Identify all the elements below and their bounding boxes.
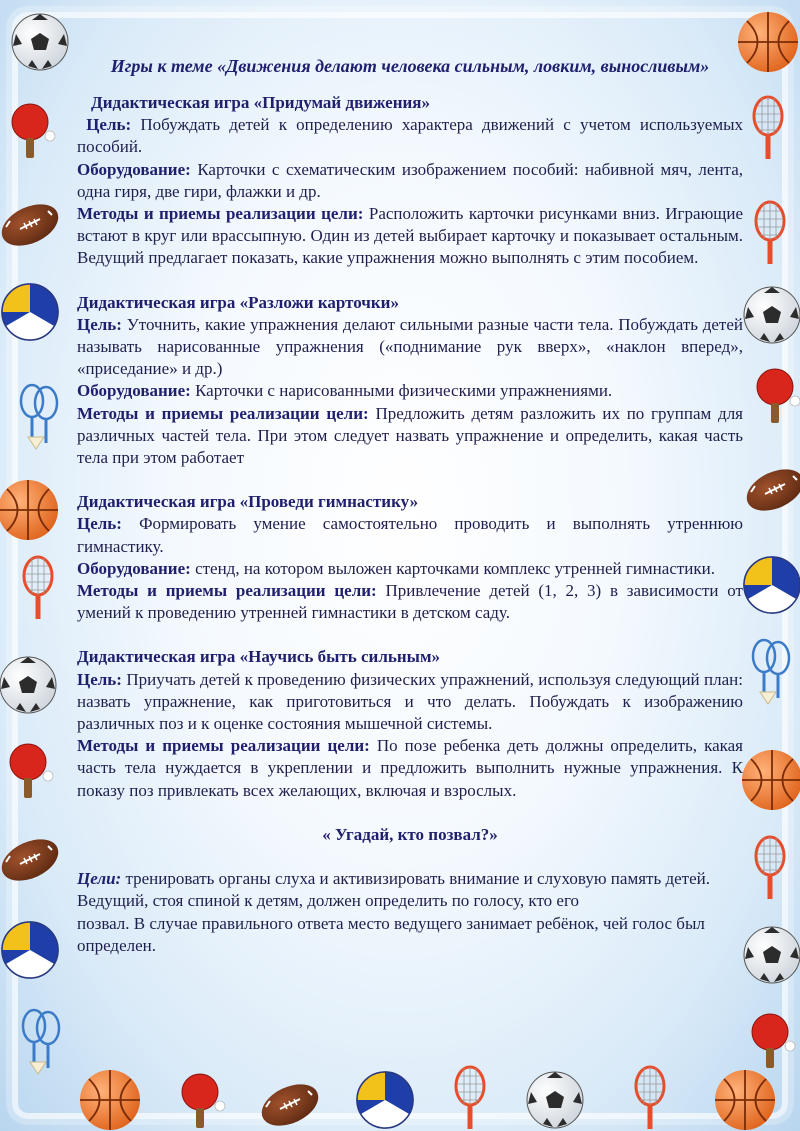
- tennis-racket-icon: [636, 1067, 664, 1129]
- tennis-racket-icon: [756, 202, 784, 264]
- american-football-icon: [0, 831, 65, 889]
- equipment-label: Оборудование:: [77, 159, 191, 179]
- basketball-icon: [742, 750, 800, 810]
- game-methods: [77, 203, 743, 270]
- soccer-ball-icon: [527, 1072, 583, 1128]
- guess-line-1: Ведущий, стоя спиной к детям, должен определить по голосу, кто его: [77, 891, 579, 911]
- basketball-icon: [0, 480, 58, 540]
- tennis-racket-icon: [756, 837, 784, 899]
- goal-text: Формировать умение самостоятельно проводить и выполнять утреннюю гимнастику.: [77, 514, 744, 556]
- methods-text: Привлечение детей (1, 2, 3) в зависимости от умений к проведению утренней гимнастики в детском саду.: [77, 581, 743, 623]
- soccer-ball-icon: [744, 927, 800, 983]
- guess-game-section: [77, 868, 743, 957]
- equipment-text: Карточки с нарисованными физическими упражнениями.: [195, 381, 613, 401]
- volleyball-icon: [2, 284, 58, 340]
- game-section-1: [77, 92, 743, 270]
- guess-game-title: « Угадай, кто позвал?»: [322, 824, 498, 844]
- methods-text: Предложить детям разложить их по группам для различных частей тела. При этом следует назвать упражнение и определить, какая часть тела при этом работает: [77, 403, 744, 468]
- tennis-racket-icon: [456, 1067, 484, 1129]
- basketball-icon: [715, 1070, 775, 1130]
- volleyball-icon: [2, 922, 58, 978]
- game-equipment: [77, 159, 743, 203]
- ping-pong-paddle-icon: [752, 1014, 795, 1068]
- tennis-racket-icon: [754, 97, 782, 159]
- goals-text: тренировать органы слуха и активизировать внимание и слуховую память детей.: [125, 869, 710, 889]
- guess-line-2: позвал. В случае правильного ответа место ведущего занимает ребёнок, чей голос был определен.: [77, 913, 705, 955]
- goal-text: Приучать детей к проведению физических упражнений, используя следующий план: назвать упражнение, как приготовиться и что делать. Побуждать к изображению различных поз и к оценке состояния мышечной системы.: [77, 669, 743, 734]
- ping-pong-paddle-icon: [10, 744, 53, 798]
- document-title: Игры к теме «Движения делают человека сильным, ловким, выносливым»: [110, 56, 710, 76]
- ping-pong-paddle-icon: [12, 104, 55, 158]
- equipment-label: Оборудование:: [77, 558, 191, 578]
- soccer-ball-icon: [744, 287, 800, 343]
- goal-label: Цель:: [86, 115, 132, 135]
- volleyball-icon: [357, 1072, 413, 1128]
- game-section-4: [77, 646, 743, 801]
- equipment-label: Оборудование:: [77, 381, 191, 401]
- game-title: Дидактическая игра «Разложи карточки»: [77, 292, 399, 312]
- game-methods: [77, 403, 743, 470]
- methods-label: Методы и приемы реализации цели:: [77, 403, 369, 423]
- goal-text: Уточнить, какие упражнения делают сильными разные части тела. Побуждать детей называть нарисованные упражнения («поднимание рук вверх», «наклон вперед», «приседание» и др.): [77, 314, 744, 379]
- badminton-racket-icon: [753, 640, 789, 704]
- goal-label: Цель:: [77, 514, 122, 534]
- american-football-icon: [740, 461, 800, 519]
- game-goal: [77, 314, 743, 381]
- game-goal: [77, 669, 743, 736]
- game-methods: [77, 580, 743, 624]
- game-section-2: [77, 292, 743, 470]
- badminton-racket-icon: [23, 1010, 59, 1074]
- goals-label: Цели:: [77, 869, 122, 889]
- goal-label: Цель:: [77, 314, 122, 334]
- soccer-ball-icon: [0, 657, 56, 713]
- methods-label: Методы и приемы реализации цели:: [77, 204, 364, 224]
- badminton-racket-icon: [21, 385, 57, 449]
- game-title: Дидактическая игра «Придумай движения»: [91, 93, 430, 112]
- soccer-ball-icon: [12, 14, 68, 70]
- methods-text: Расположить карточки рисунками вниз. Играющие встают в круг или врассыпную. Один из детей выбирает карточку и показывает остальным. Ведущий предлагает показать, какие упражнения можно выполнять с этим пособием.: [77, 204, 744, 268]
- equipment-text: стенд, на котором выложен карточками комплекс утренней гимнастики.: [195, 558, 716, 578]
- ping-pong-paddle-icon: [757, 369, 800, 423]
- game-section-3: [77, 491, 743, 624]
- equipment-text: Карточки с схематическим изображением пособий: набивной мяч, лента, одна гиря, две гири, флажки и др.: [77, 159, 743, 201]
- game-methods: [77, 735, 743, 802]
- tennis-racket-icon: [24, 557, 52, 619]
- document-content: [77, 55, 743, 957]
- american-football-icon: [255, 1076, 325, 1131]
- game-title: Дидактическая игра «Проведи гимнастику»: [77, 492, 419, 512]
- game-equipment: [77, 558, 743, 580]
- game-goal: [77, 114, 743, 158]
- game-goal: [77, 513, 743, 557]
- ping-pong-paddle-icon: [182, 1074, 225, 1128]
- game-equipment: [77, 380, 743, 402]
- methods-label: Методы и приемы реализации цели:: [77, 736, 370, 756]
- methods-text: По позе ребенка деть должны определить, какая часть тела нуждается в укреплении и предложить выполнить нужные упражнения. К показу поз привлекать всех желающих, включая и взрослых.: [77, 736, 743, 800]
- methods-label: Методы и приемы реализации цели:: [77, 581, 377, 601]
- basketball-icon: [738, 12, 798, 72]
- goal-text: Побуждать детей к определению характера движений с учетом используемых пособий.: [77, 115, 744, 157]
- goal-label: Цель:: [77, 669, 122, 689]
- volleyball-icon: [744, 557, 800, 613]
- guess-goals: [77, 868, 743, 890]
- american-football-icon: [0, 196, 65, 254]
- basketball-icon: [80, 1070, 140, 1130]
- game-title: Дидактическая игра «Научись быть сильным»: [77, 647, 441, 667]
